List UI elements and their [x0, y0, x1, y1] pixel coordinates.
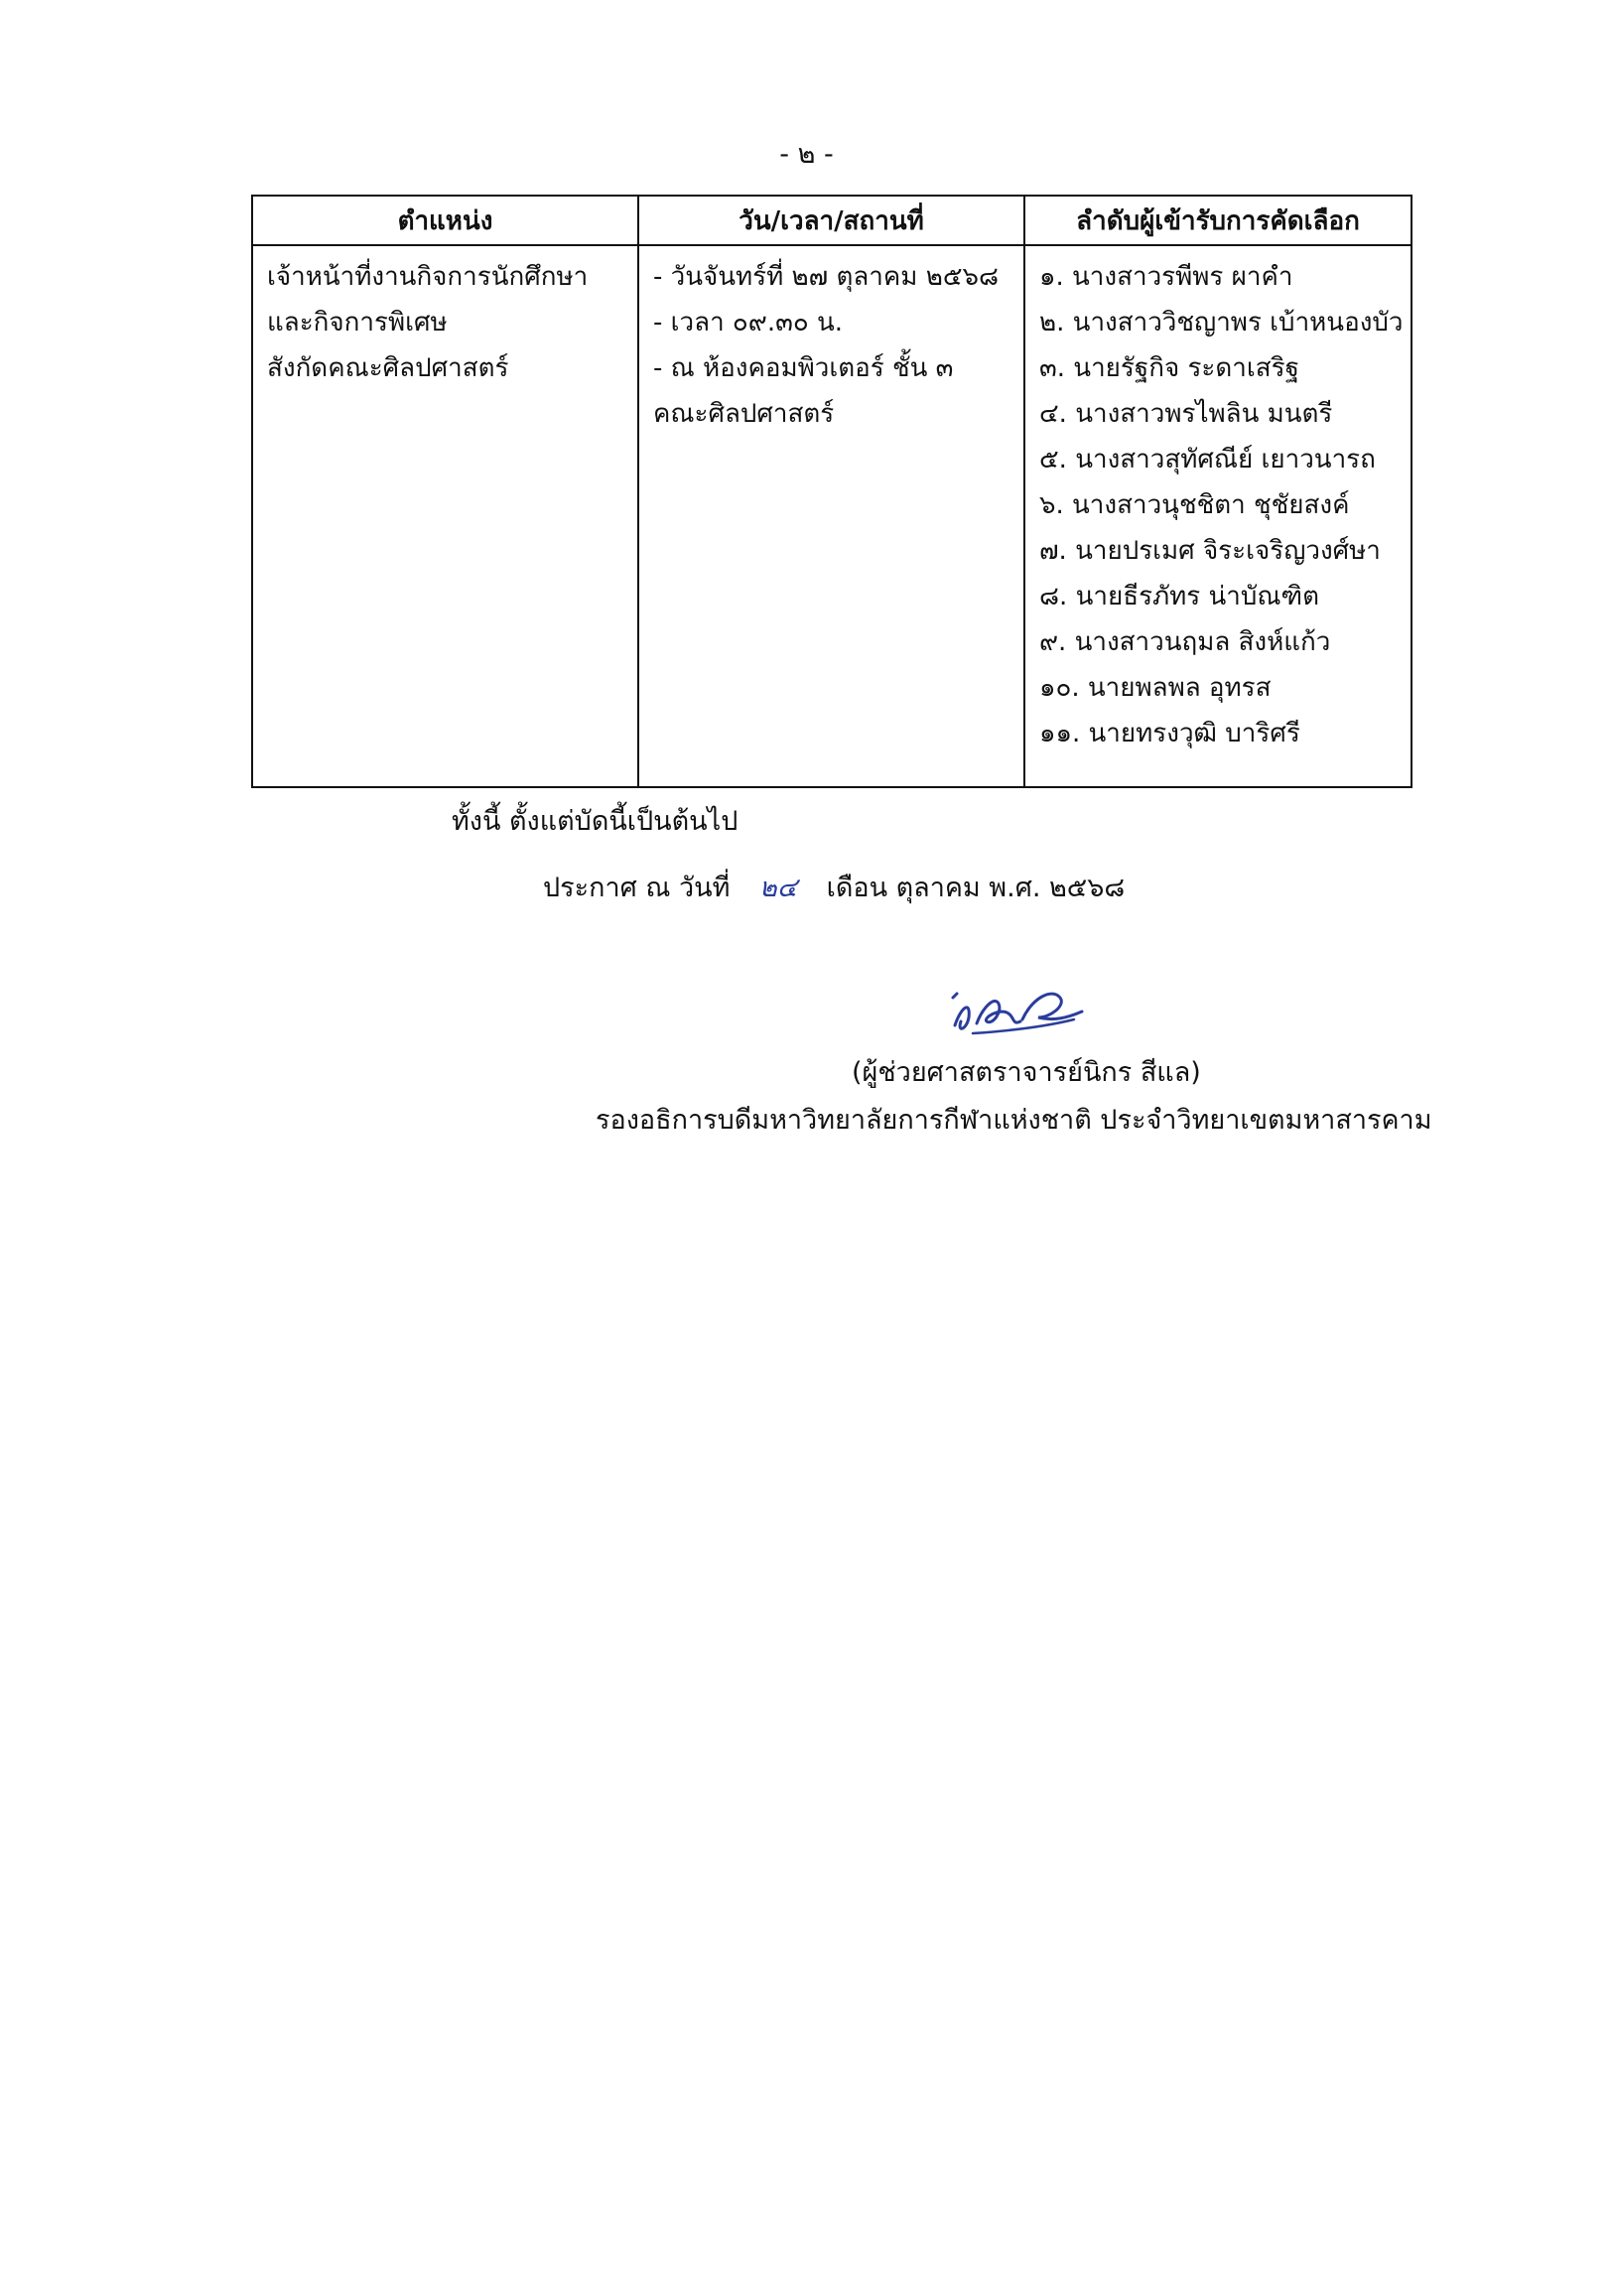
candidate-item: ๘. นายธีรภัทร น่าบัณฑิต	[1039, 582, 1320, 611]
announcement-date	[543, 866, 1125, 911]
position-cell	[252, 245, 638, 787]
announcement-prefix: ประกาศ ณ วันที่	[543, 873, 731, 903]
candidate-item: ๒. นางสาววิชญาพร เบ้าหนองบัว	[1039, 308, 1404, 338]
closing-statement: ทั้งนี้ ตั้งแต่บัดนี้เป็นต้นไป	[452, 806, 739, 837]
candidate-item: ๙. นางสาวนฤมล สิงห์แก้ว	[1039, 627, 1331, 657]
candidate-item: ๑๑. นายทรงวุฒิ บาริศรี	[1039, 719, 1300, 748]
signer-title: รองอธิการบดีมหาวิทยาลัยการกีฬาแห่งชาติ ประจำวิทยาเขตมหาสารคาม	[596, 1105, 1432, 1136]
signature-icon	[943, 978, 1092, 1047]
header-position: ตำแหน่ง	[252, 196, 638, 245]
table-row	[252, 245, 1411, 787]
candidate-item: ๖. นางสาวนุชชิตา ชุชัยสงค์	[1039, 490, 1350, 520]
candidate-item: ๑. นางสาวรพีพร ผาคำ	[1039, 262, 1293, 292]
position-line: และกิจการพิเศษ	[267, 308, 448, 338]
candidates-cell	[1024, 245, 1411, 787]
header-candidates: ลำดับผู้เข้ารับการคัดเลือก	[1024, 196, 1411, 245]
table-header-row	[252, 196, 1411, 245]
schedule-time: - เวลา ๐๙.๓๐ น.	[653, 308, 844, 338]
schedule-date: - วันจันทร์ที่ ๒๗ ตุลาคม ๒๕๖๘	[653, 262, 1000, 292]
candidate-item: ๑๐. นายพลพล อุทรส	[1039, 673, 1272, 703]
position-line: สังกัดคณะศิลปศาสตร์	[267, 353, 509, 383]
announcement-day: ๒๔	[758, 873, 798, 903]
schedule-place-faculty: คณะศิลปศาสตร์	[653, 399, 835, 429]
announcement-suffix: เดือน ตุลาคม พ.ศ. ๒๕๖๘	[826, 873, 1126, 903]
candidate-item: ๕. นางสาวสุทัศณีย์ เยาวนารถ	[1039, 445, 1376, 474]
candidate-item: ๗. นายปรเมศ จิระเจริญวงศ์ษา	[1039, 536, 1381, 566]
schedule-cell	[638, 245, 1024, 787]
header-schedule: วัน/เวลา/สถานที่	[638, 196, 1024, 245]
candidate-item: ๓. นายรัฐกิจ ระดาเสริฐ	[1039, 353, 1299, 383]
candidate-item: ๔. นางสาวพรไพลิน มนตรี	[1039, 399, 1333, 429]
selection-table	[251, 195, 1412, 788]
signer-name: (ผู้ช่วยศาสตราจารย์นิกร สีแล)	[852, 1057, 1201, 1088]
position-line: เจ้าหน้าที่งานกิจการนักศึกษา	[267, 262, 589, 292]
schedule-place: - ณ ห้องคอมพิวเตอร์ ชั้น ๓	[653, 353, 954, 383]
page-number: - ๒ -	[779, 139, 834, 170]
